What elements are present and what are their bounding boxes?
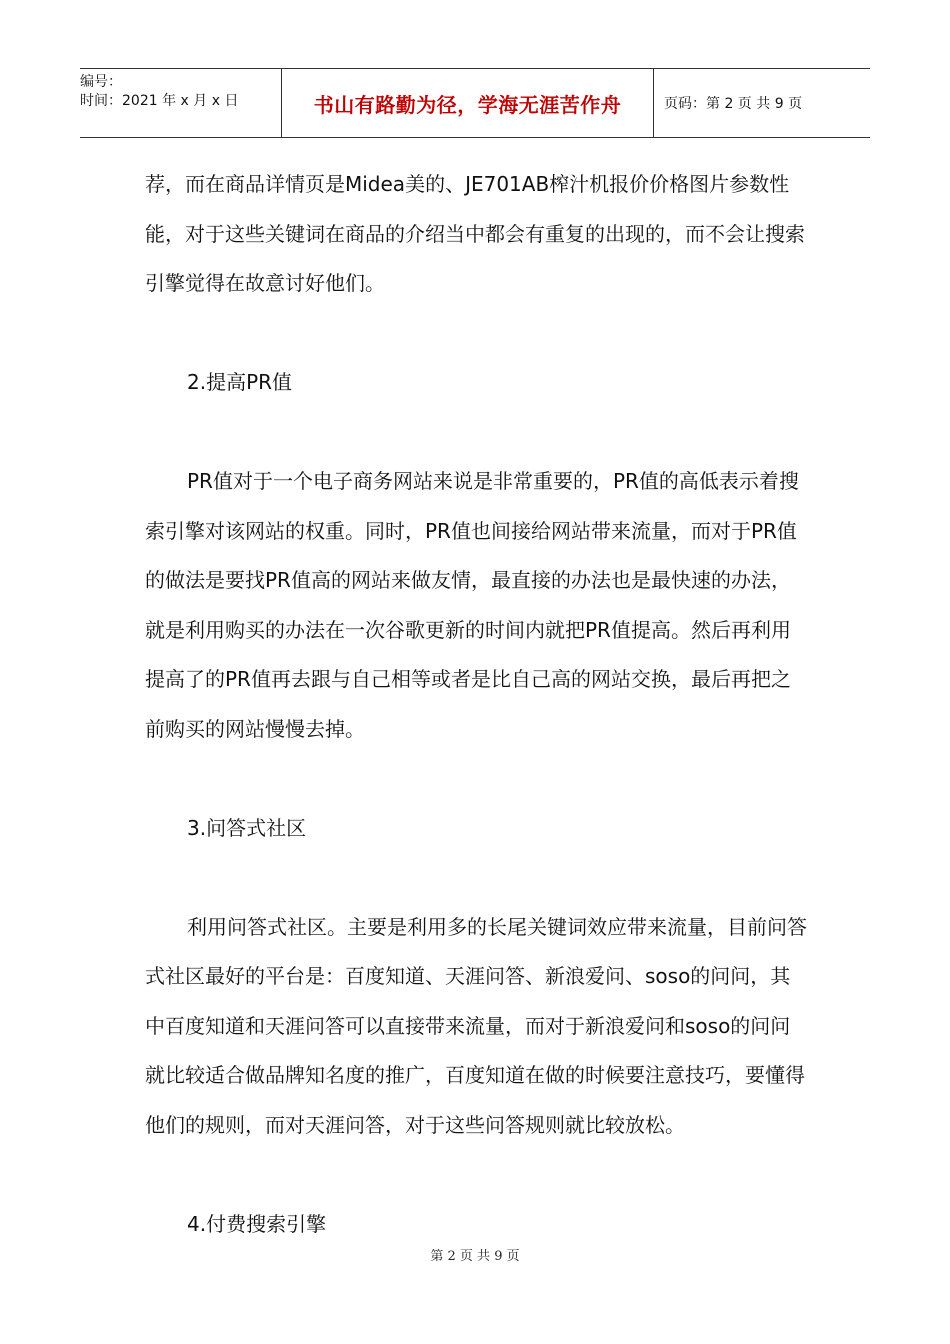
paragraph-pr: PR值对于一个电子商务网站来说是非常重要的，PR值的高低表示着搜索引擎对该网站的权重。同时，PR值也间接给网站带来流量，而对于PR值的做法是要找PR值高的网站来做友情，最直接的办法也是最快速的办法，就是利用购买的办法在一次谷歌更新的时间内就把PR值提高。然后再利用提高了的PR值再去跟与自己相等或者是比自己高的网站交换，最后再把之前购买的网站慢慢去掉。 [145,469,799,741]
page-footer: 第 2 页 共 9 页 [430,1249,520,1264]
section-heading-paid-search: 4.付费搜索引擎 [187,1211,327,1236]
doc-time-label: 时间：2021 年 x 月 x 日 [80,93,239,109]
header-meta [80,69,282,137]
document-body [145,160,810,1249]
section-heading-pr: 2.提高PR值 [187,370,293,394]
page-header [80,68,870,138]
paragraph-qa: 利用问答式社区。主要是利用多的长尾关键词效应带来流量，目前问答式社区最好的平台是：百度知道、天涯问答、新浪爱问、soso的问问，其中百度知道和天涯问答可以直接带来流量，而对于新浪爱问和soso的问问就比较适合做品牌知名度的推广，百度知道在做的时候要注意技巧，要懂得他们的规则，而对天涯问答，对于这些问答规则就比较放松。 [145,914,807,1137]
doc-number-label: 编号： [80,74,122,90]
section-heading-qa: 3.问答式社区 [187,815,307,840]
paragraph-continued: 荐，而在商品详情页是Midea美的、JE701AB榨汁机报价价格图片参数性能，对于这些关键词在商品的介绍当中都会有重复的出现的，而不会让搜索引擎觉得在故意讨好他们。 [145,172,805,295]
header-motto: 书山有路勤为径，学海无涯苦作舟 [282,69,654,137]
header-page-info: 页码：第 2 页 共 9 页 [664,96,803,112]
